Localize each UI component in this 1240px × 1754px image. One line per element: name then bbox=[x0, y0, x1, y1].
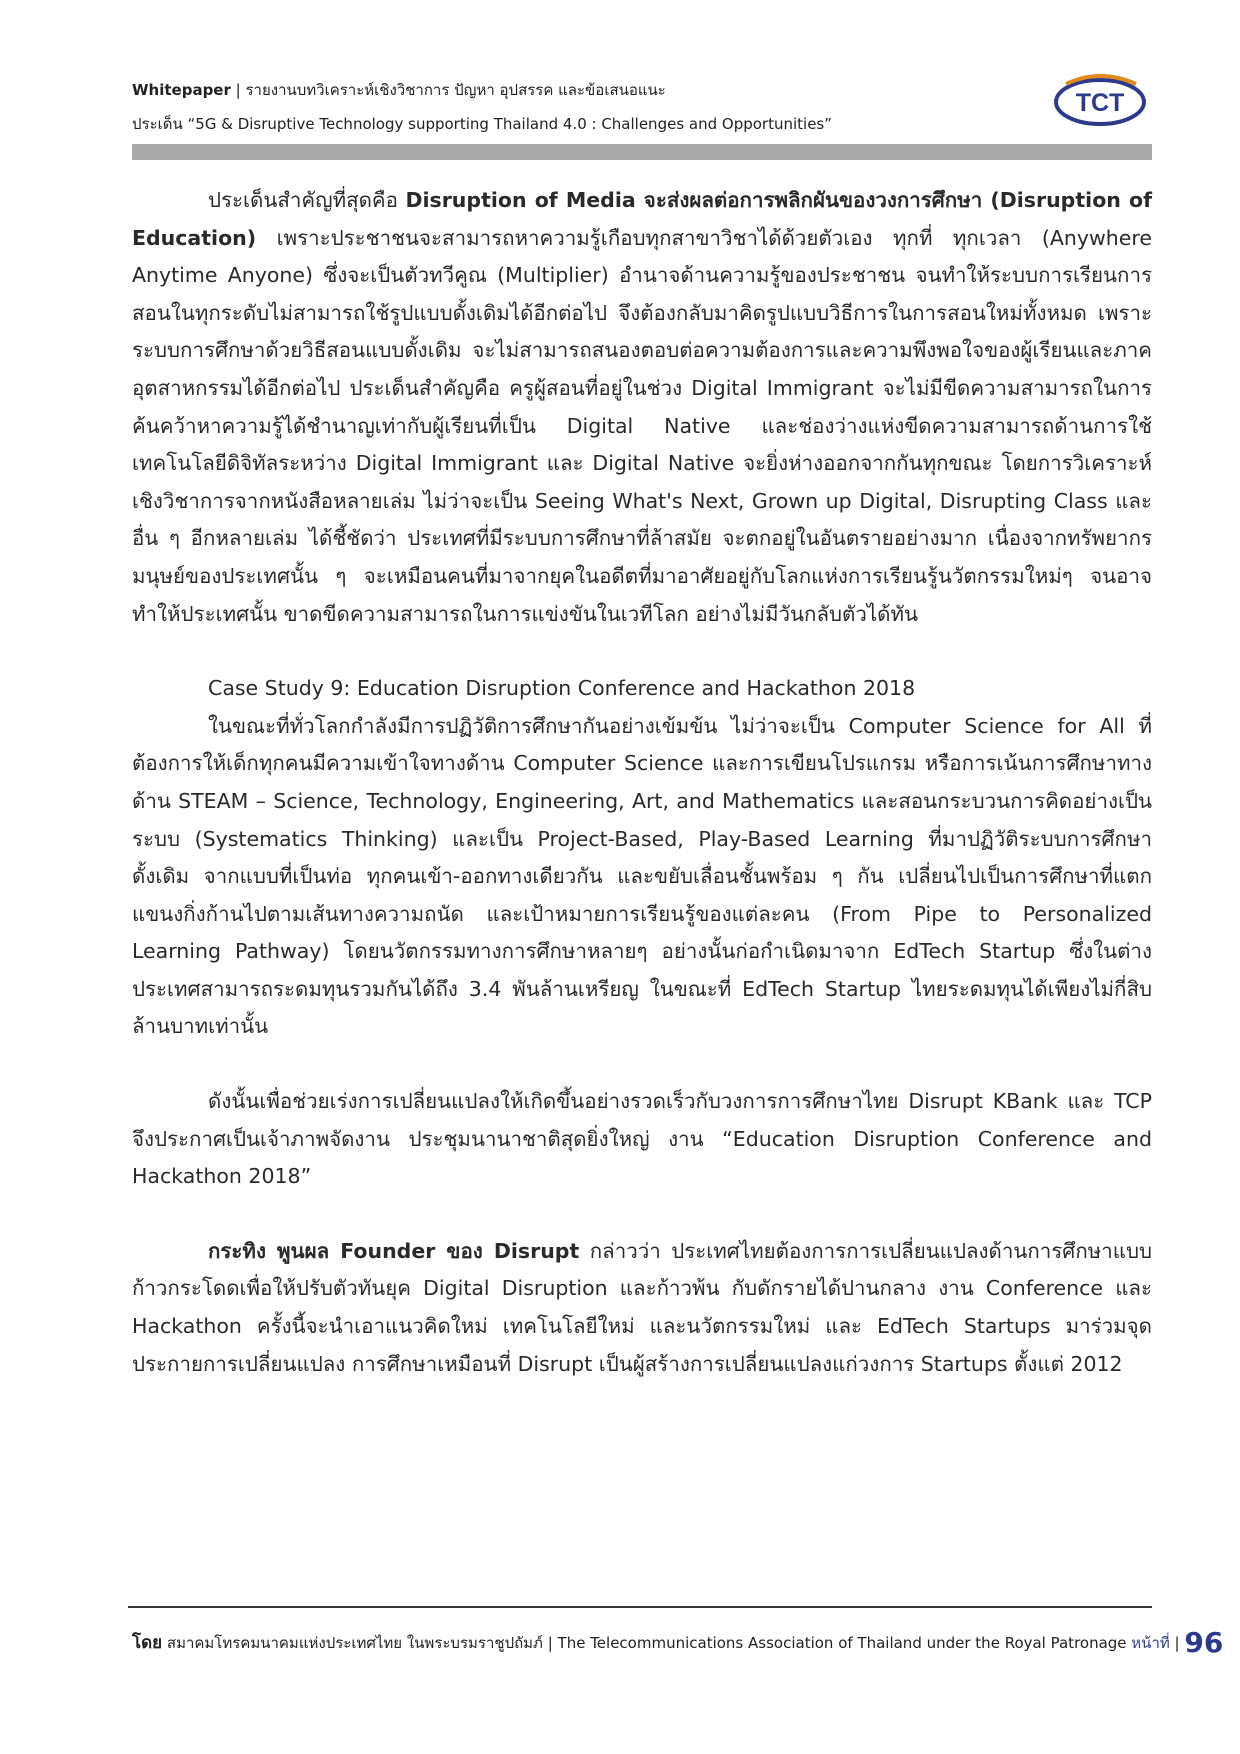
paragraph-conference: ดังนั้นเพื่อช่วยเร่งการเปลี่ยนแปลงให้เกิดขึ้นอย่างรวดเร็วกับวงการการศึกษาไทย Disrupt KBank และ TCP จึงประกาศเป็นเจ้าภาพจัดงาน ประชุมนานาชาติสุดยิ่งใหญ่ งาน “Education Disruption Conference and Hackathon 2018” bbox=[132, 1089, 1152, 1189]
tct-logo bbox=[1052, 72, 1148, 128]
header-title: | รายงานบทวิเคราะห์เชิงวิชาการ ปัญหา อุปสรรค และข้อเสนอแนะ bbox=[230, 81, 666, 99]
paragraph-disruption-of-media: ประเด็นสำคัญที่สุดคือ Disruption of Media จะส่งผลต่อการพลิกผันของวงการศึกษา (Disruption of Education) เพราะประชาชนจะสามารถหาความรู้เกือบทุกสาขาวิชาได้ด้วยตัวเอง ทุกที่ ทุกเวลา (Anywhere Anytime Anyone) ซึ่งจะเป็นตัวทวีคูณ (Multiplier) อำนาจด้านความรู้ของประชาชน จนทำให้ระบบการเรียนการสอนในทุกระดับไม่สามารถใช้รูปแบบดั้งเดิมได้อีกต่อไป จึงต้องกลับมาคิดรูปแบบวิธีการในการสอนใหม่ทั้งหมด เพราะระบบการศึกษาด้วยวิธีสอนแบบดั้งเดิม จะไม่สามารถสนองตอบต่อความต้องการและความพึงพอใจของผู้เรียนและภาคอุตสาหกรรมได้อีกต่อไป ประเด็นสำคัญคือ ครูผู้สอนที่อยู่ในช่วง Digital Immigrant จะไม่มีขีดความสามารถในการค้นคว้าหาความรู้ได้ชำนาญเท่ากับผู้เรียนที่เป็น Digital Native และช่องว่างแห่งขีดความสามารถด้านการใช้เทคโนโลยีดิจิทัลระหว่าง Digital Immigrant และ Digital Native จะยิ่งห่างออกจากกันทุกขณะ โดยการวิเคราะห์เชิงวิชาการจากหนังสือหลายเล่ม ไม่ว่าจะเป็น Seeing What's Next, Grown up Digital, Disrupting Class และอื่น ๆ อีกหลายเล่ม ได้ชี้ชัดว่า ประเทศที่มีระบบการศึกษาที่ล้าสมัย จะตกอยู่ในอันตรายอย่างมาก เนื่องจากทรัพยากรมนุษย์ของประเทศนั้น ๆ จะเหมือนคนที่มาจากยุคในอดีตที่มาอาศัยอยู่กับโลกแห่งการเรียนรู้นวัตกรรมใหม่ๆ จนอาจทำให้ประเทศนั้น ขาดขีดความสามารถในการแข่งขันในเวทีโลก อย่างไม่มีวันกลับตัวได้ทัน bbox=[132, 188, 1152, 626]
key-point: Disruption of Media จะส่งผลต่อการพลิกผันของวงการศึกษา (Disruption of Education) bbox=[132, 188, 1152, 250]
paragraph-edtech: ในขณะที่ทั่วโลกกำลังมีการปฏิวัติการศึกษากันอย่างเข้มข้น ไม่ว่าจะเป็น Computer Science for All ที่ต้องการให้เด็กทุกคนมีความเข้าใจทางด้าน Computer Science และการเขียนโปรแกรม หรือการเน้นการศึกษาทางด้าน STEAM – Science, Technology, Engineering, Art, and Mathematics และสอนกระบวนการคิดอย่างเป็นระบบ (Systematics Thinking) และเป็น Project-Based, Play-Based Learning ที่มาปฏิวัติระบบการศึกษาดั้งเดิม จากแบบที่เป็นท่อ ทุกคนเข้า-ออกทางเดียวกัน และขยับเลื่อนชั้นพร้อม ๆ กัน เปลี่ยนไปเป็นการศึกษาที่แตกแขนงกิ่งก้านไปตามเส้นทางความถนัด และเป้าหมายการเรียนรู้ของแต่ละคน (From Pipe to Personalized Learning Pathway) โดยนวัตกรรมทางการศึกษาหลายๆ อย่างนั้นก่อกำเนิดมาจาก EdTech Startup ซึ่งในต่างประเทศสามารถระดมทุนรวมกันได้ถึง 3.4 พันล้านเหรียญ ในขณะที่ EdTech Startup ไทยระดมทุนได้เพียงไม่กี่สิบล้านบาทเท่านั้น bbox=[132, 713, 1152, 1039]
speaker-name: กระทิง พูนผล Founder ของ Disrupt bbox=[208, 1238, 580, 1263]
case-study-heading: Case Study 9: Education Disruption Conference and Hackathon 2018 bbox=[208, 676, 916, 701]
logo-text: TCT bbox=[1075, 89, 1125, 117]
document-header-subtitle: ประเด็น “5G & Disruptive Technology supporting Thailand 4.0 : Challenges and Opportunities” bbox=[132, 115, 833, 133]
paragraph-founder-quote: กระทิง พูนผล Founder ของ Disrupt กล่าวว่า ประเทศไทยต้องการการเปลี่ยนแปลงด้านการศึกษาแบบก้าวกระโดดเพื่อให้ปรับตัวทันยุค Digital Disruption และก้าวพ้น กับดักรายได้ปานกลาง งาน Conference และ Hackathon ครั้งนี้จะนำเอาแนวคิดใหม่ เทคโนโลยีใหม่ และนวัตกรรมใหม่ และ EdTech Startups มาร่วมจุดประกายการเปลี่ยนแปลง การศึกษาเหมือนที่ Disrupt เป็นผู้สร้างการเปลี่ยนแปลงแก่วงการ Startups ตั้งแต่ 2012 bbox=[132, 1238, 1152, 1376]
document-body bbox=[132, 182, 1152, 1383]
document-header-title bbox=[132, 78, 666, 102]
page-label: หน้าที่ bbox=[1131, 1634, 1170, 1652]
footer-organization: สมาคมโทรคมนาคมแห่งประเทศไทย ในพระบรมราชูปถัมภ์ | The Telecommunications Association of Thailand under the Royal Patronage bbox=[162, 1634, 1132, 1652]
header-divider-bar bbox=[132, 144, 1152, 160]
page-separator: | bbox=[1169, 1634, 1185, 1652]
document-footer bbox=[132, 1626, 1224, 1659]
footer-by: โดย bbox=[132, 1633, 163, 1653]
page-number: 96 bbox=[1184, 1626, 1224, 1659]
header-label: Whitepaper bbox=[132, 81, 231, 99]
footer-divider bbox=[128, 1606, 1152, 1608]
